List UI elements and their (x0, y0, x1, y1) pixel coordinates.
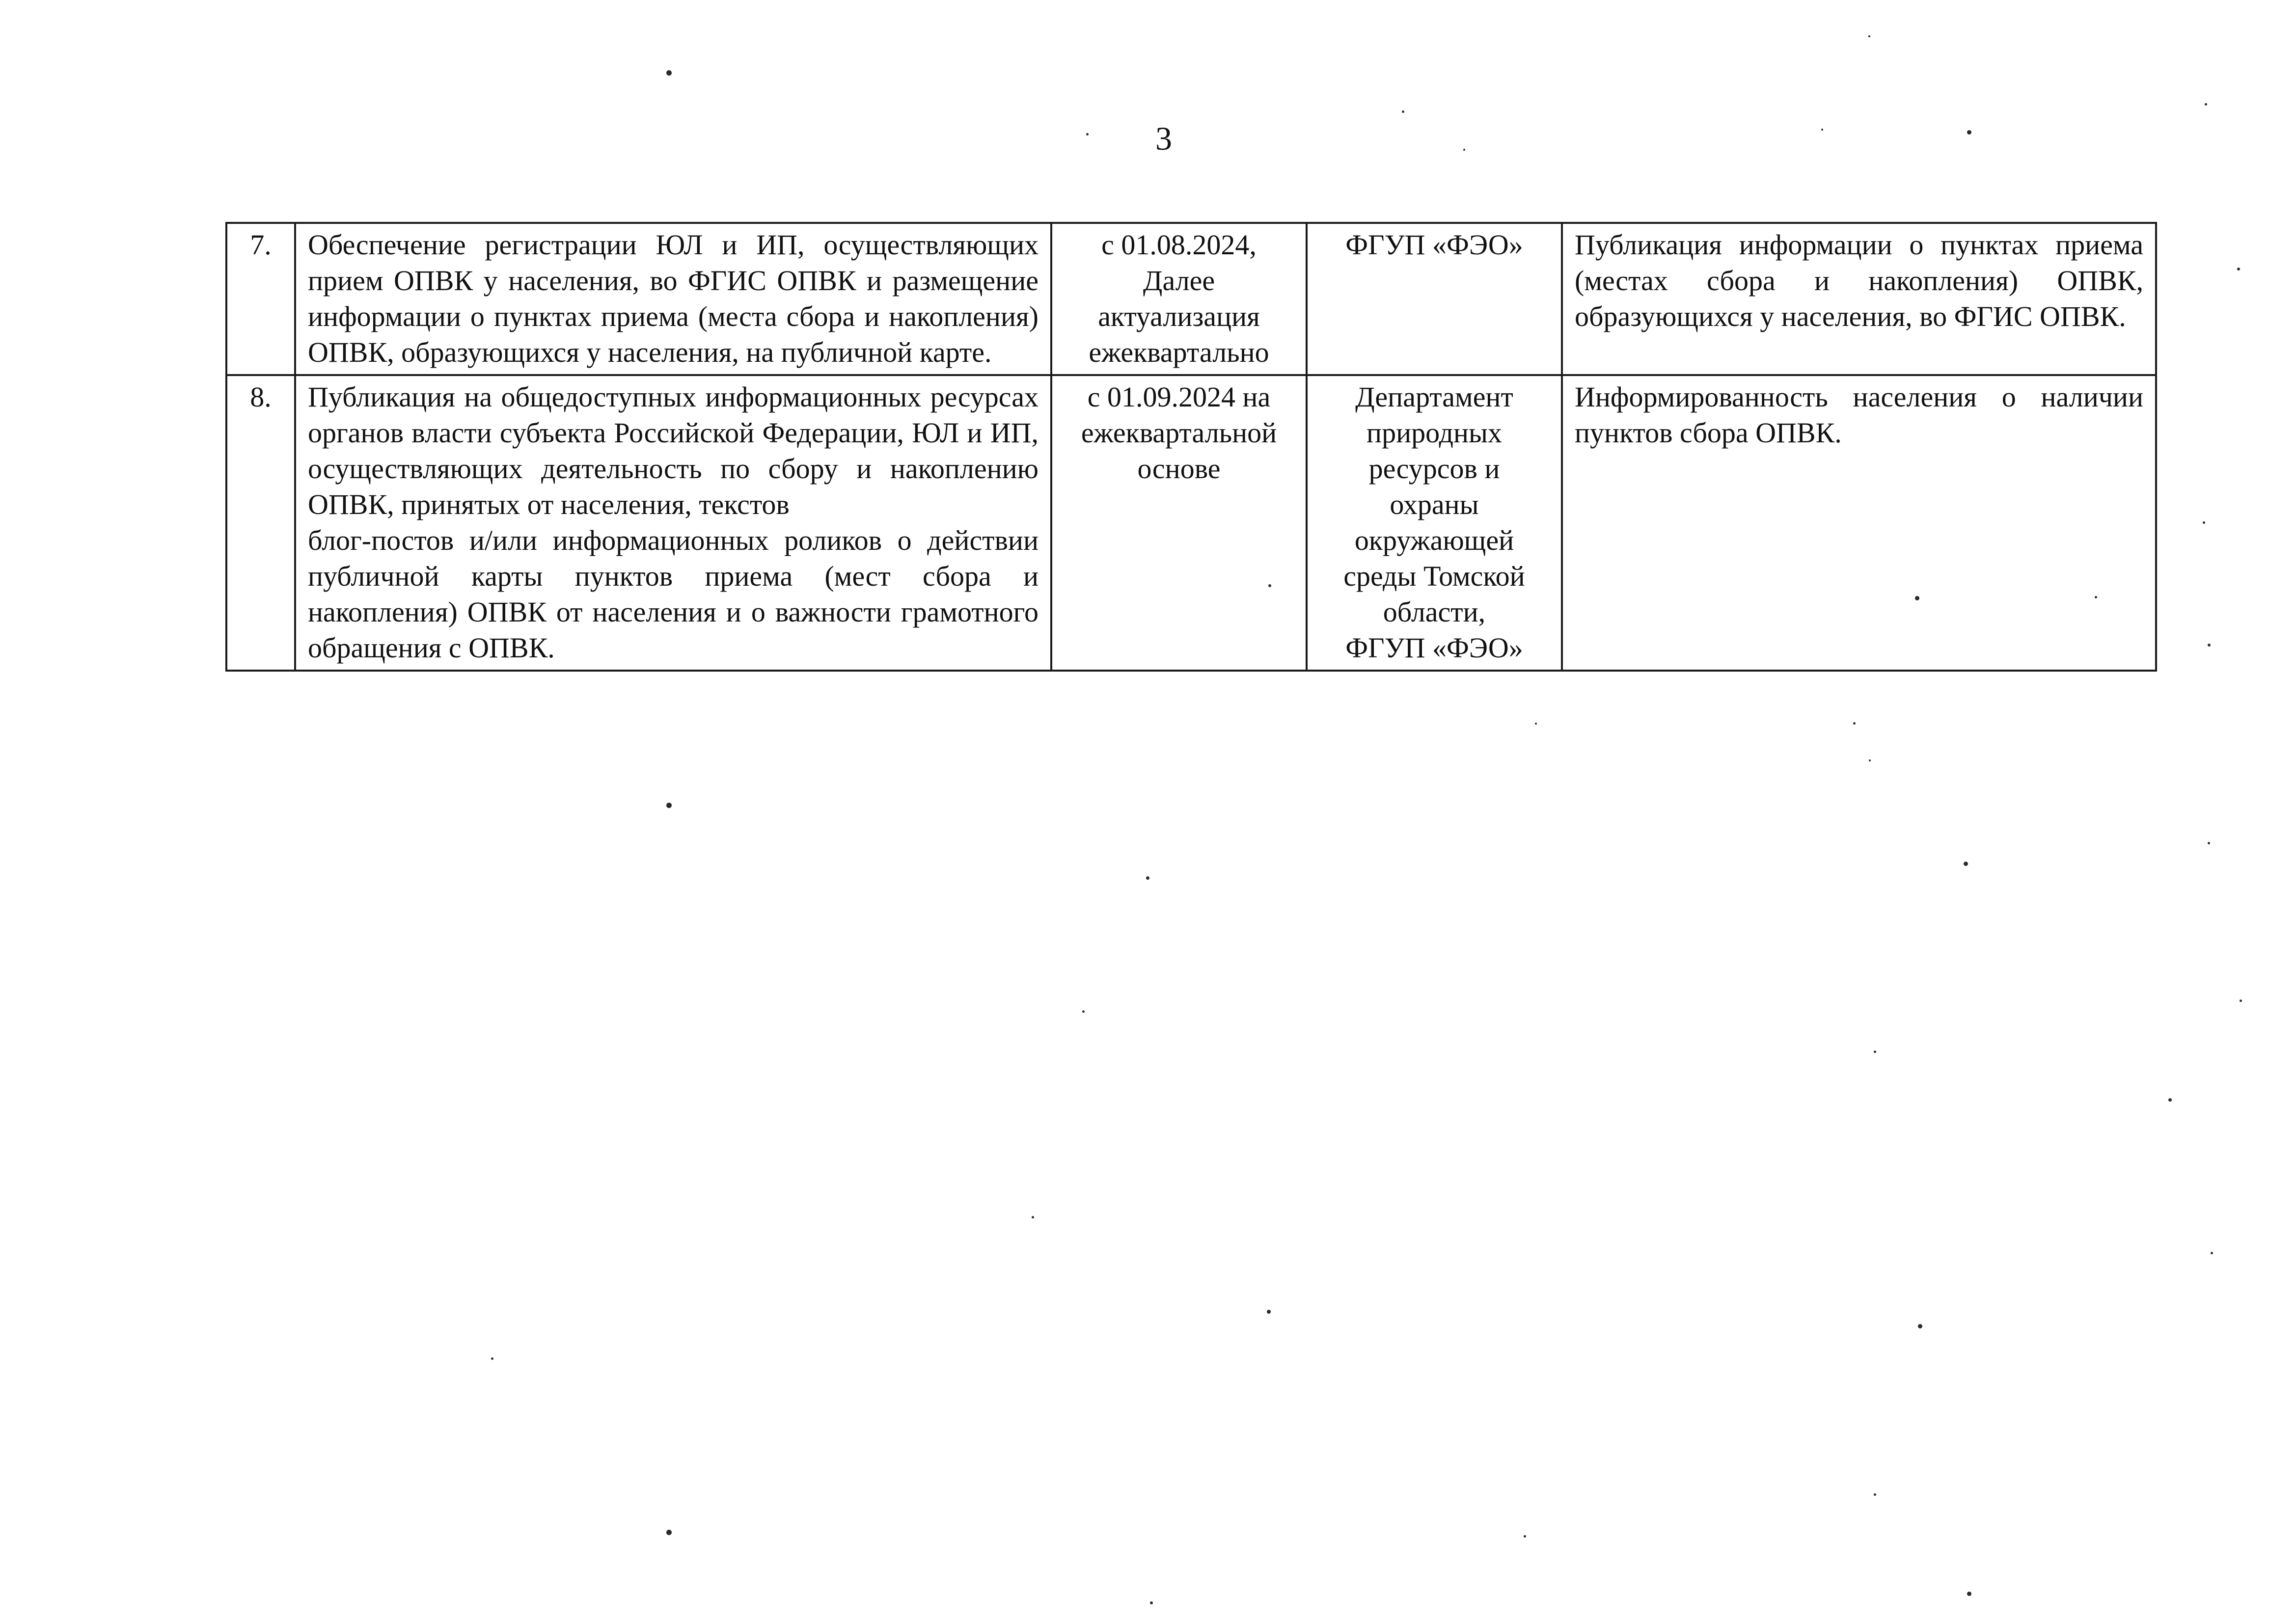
term-line: ежеквартально (1089, 336, 1269, 368)
scan-speck (2211, 1252, 2213, 1254)
term-line: с 01.08.2024, (1101, 229, 1257, 261)
scan-speck (1821, 129, 1823, 131)
result-text: Публикация информации о пунктах приема (местах сбора и накопления) ОПВК, образующихся у населения, во ФГИС ОПВК. (1575, 229, 2143, 332)
responsible-line: Департамент (1355, 381, 1513, 413)
row-number: 7. (226, 223, 295, 375)
action-cell (295, 223, 1051, 375)
responsible-line: ФГУП «ФЭО» (1345, 632, 1523, 664)
scan-speck (1967, 130, 1971, 135)
scan-speck (2205, 103, 2207, 106)
scan-speck (2208, 644, 2211, 647)
scan-speck (2240, 1000, 2242, 1002)
scan-speck (1967, 1592, 1971, 1596)
table-row (226, 375, 2156, 671)
scan-speck (1082, 1010, 1085, 1013)
result-text: Информированность населения о наличии пунктов сбора ОПВК. (1575, 381, 2143, 449)
scan-speck (2203, 521, 2205, 524)
table-row (226, 223, 2156, 375)
page-number: 3 (1155, 120, 1172, 157)
scan-speck (1032, 1216, 1034, 1218)
scan-speck (666, 803, 672, 808)
scan-speck (1874, 1493, 1876, 1496)
action-text-continued: блог-постов и/или информационных роликов о действии публичной карты пунктов приема (мест сбора и накопления) ОПВК от населения и о важности грамотного обращения с ОПВК. (308, 524, 1039, 664)
scan-speck (2237, 268, 2240, 270)
term-line: основе (1137, 453, 1221, 485)
responsible-line: природных (1367, 417, 1502, 449)
scan-speck (1874, 1051, 1876, 1053)
scan-speck (2168, 1098, 2172, 1102)
action-cell (295, 375, 1051, 671)
scan-speck (1915, 596, 1919, 600)
result-cell (1562, 223, 2156, 375)
result-cell (1562, 375, 2156, 671)
term-cell (1051, 375, 1307, 671)
responsible-line: охраны (1390, 488, 1479, 520)
scan-speck (1869, 759, 1871, 761)
scan-speck (1267, 1310, 1271, 1314)
scan-speck (1463, 149, 1465, 151)
scan-speck (2208, 842, 2210, 844)
responsible-line: среды Томской (1343, 560, 1525, 592)
scan-speck (1524, 1535, 1526, 1538)
scan-speck (1853, 722, 1856, 725)
scan-speck (491, 1357, 493, 1360)
responsible-line: окружающей (1354, 524, 1514, 556)
term-line: с 01.09.2024 на (1087, 381, 1271, 413)
action-text: Публикация на общедоступных информационных ресурсах органов власти субъекта Российской Федерации, ЮЛ и ИП, осуществляющих деятельность по сбору и накоплению ОПВК, принятых от населения, текстов (308, 381, 1039, 520)
responsible-line: ФГУП «ФЭО» (1345, 229, 1523, 261)
scan-speck (1086, 133, 1089, 135)
responsible-line: ресурсов и (1368, 453, 1500, 485)
responsible-cell (1307, 375, 1562, 671)
scan-speck (1535, 723, 1537, 725)
term-line: ежеквартальной (1081, 417, 1277, 449)
scan-speck (1268, 584, 1271, 587)
term-cell (1051, 223, 1307, 375)
scan-speck (1402, 110, 1404, 113)
scan-speck (1868, 35, 1870, 37)
scan-speck (1150, 1601, 1153, 1604)
scan-speck (1964, 862, 1968, 866)
action-text: Обеспечение регистрации ЮЛ и ИП, осуществляющих прием ОПВК у населения, во ФГИС ОПВК и размещение информации о пунктах приема (места сбора и накопления) ОПВК, образующихся у населения, на публичной карте. (308, 229, 1039, 368)
responsible-line: области, (1383, 596, 1486, 628)
scan-speck (1146, 876, 1149, 880)
term-line: Далее (1143, 265, 1215, 297)
scan-speck (2095, 596, 2097, 598)
measures-table (225, 222, 2157, 672)
row-number: 8. (226, 375, 295, 671)
term-line: актуализация (1098, 300, 1260, 332)
scan-speck (666, 70, 672, 76)
scan-speck (666, 1530, 672, 1535)
responsible-cell (1307, 223, 1562, 375)
scan-speck (1918, 1324, 1922, 1328)
